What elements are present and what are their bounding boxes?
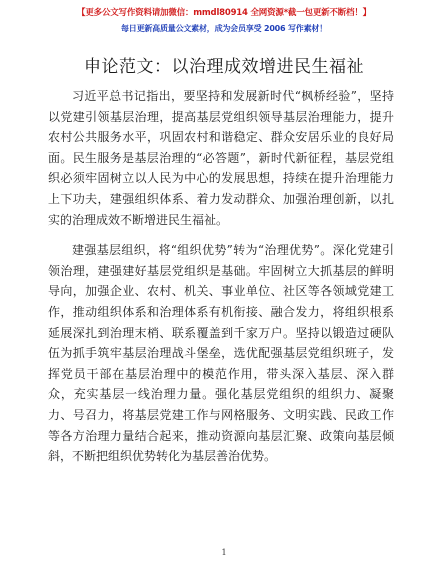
promo-banner-line-1: 【更多公文写作资料请加微信：mmdl80914 全网资源*截一包更新不断档！】 <box>77 8 371 18</box>
page-number: 1 <box>221 548 227 557</box>
document-body <box>48 86 394 477</box>
promo-banner-line-2: 每日更新高质量公文素材，成为会员享受 2006 写作素材！ <box>120 24 328 33</box>
document-title: 申论范文：以治理成效增进民生福祉 <box>84 57 364 77</box>
paragraph: 习近平总书记指出，要坚持和发展新时代“枫桥经验”，坚持以党建引领基层治理，提高基层党组织领导基层治理能力，提升农村公共服务水平，巩固农村和谐稳定、群众安居乐业的良好局面。民生服务是基层治理的“必答题”，新时代新征程，基层党组织必须牢固树立以人民为中心的发展思想，持续在提升治理能力上下功夫，建强组织体系、着力发动群众、加强治理创新，以扎实的治理成效不断增进民生福祉。 <box>48 89 394 227</box>
promo-banner <box>0 6 448 36</box>
paragraph: 建强基层组织，将“组织优势”转为“治理优势”。深化党建引领治理，建强建好基层党组织是基础。牢固树立大抓基层的鲜明导向，加强企业、农村、机关、事业单位、社区等各领域党建工作，推动组织体系和治理体系有机衔接、融合发力，将组织根系延展深扎到治理末梢、联系覆盖到千家万户。坚持以锻造过硬队伍为抓手筑牢基层治理战斗堡垒，选优配强基层党组织班子，发挥党员干部在基层治理中的模范作用，带头深入基层、深入群众，充实基层一线治理力量。强化基层党组织的组织力、凝聚力、号召力，将基层党建工作与网格服务、文明实践、民政工作等各方治理力量结合起来，推动资源向基层汇聚、政策向基层倾斜，不断把组织优势转化为基层善治优势。 <box>48 243 394 464</box>
